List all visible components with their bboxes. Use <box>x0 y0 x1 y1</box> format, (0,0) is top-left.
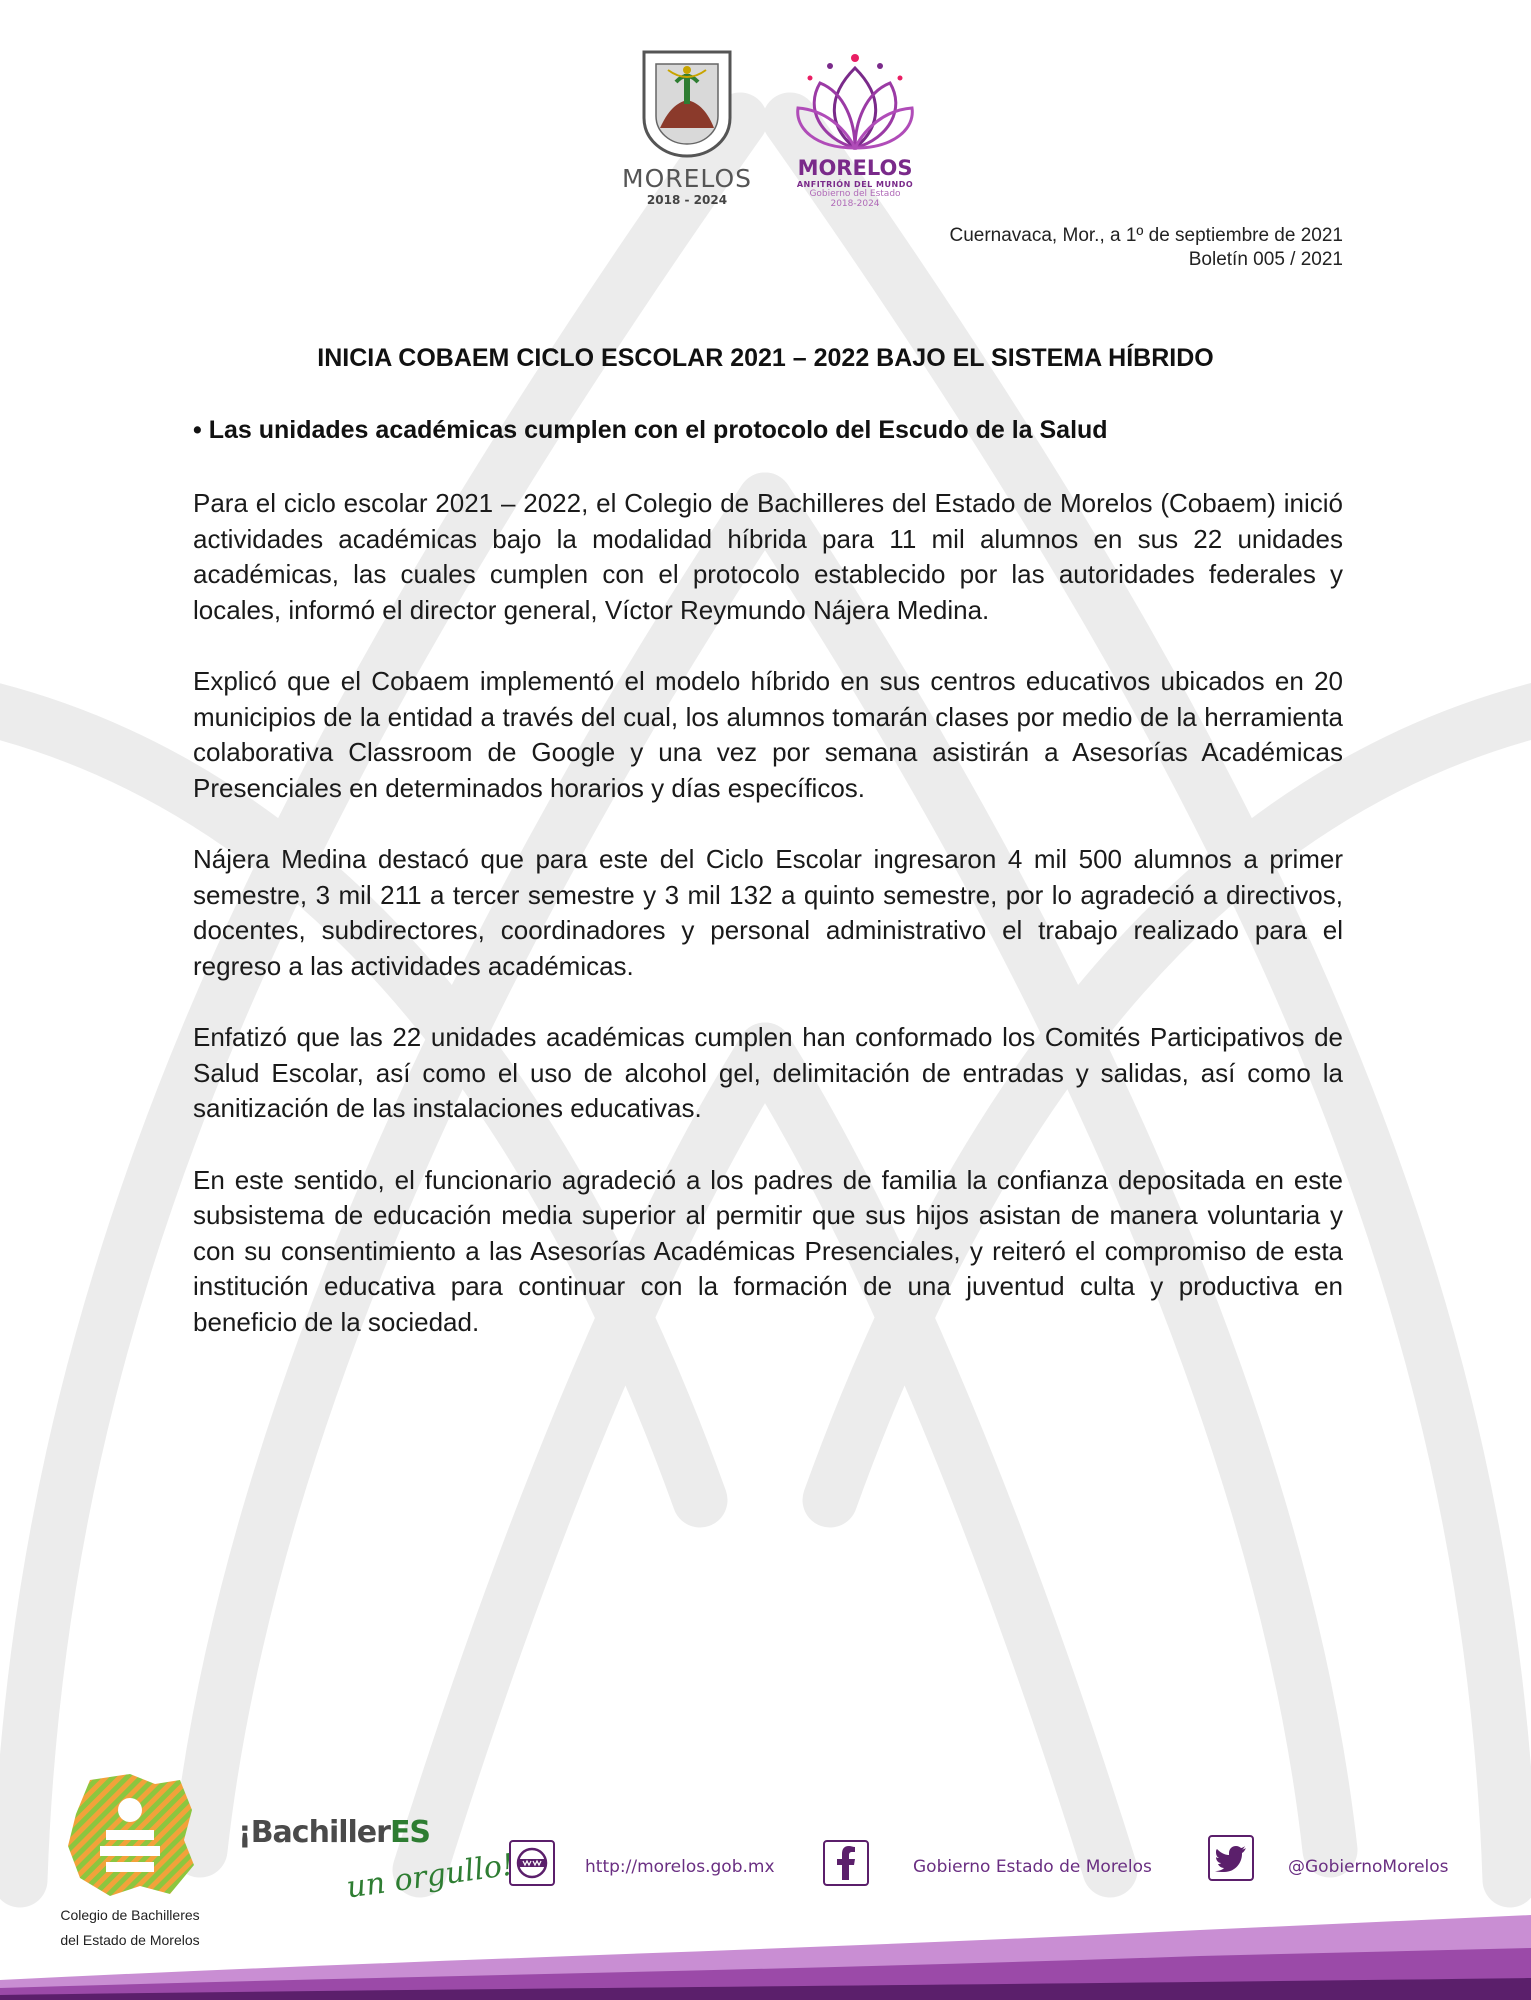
article-body <box>193 486 1343 1376</box>
footer-swoosh <box>0 1900 1531 2000</box>
bachilleres-wordmark <box>238 1815 430 1850</box>
twitter-icon[interactable] <box>1208 1835 1254 1881</box>
cobaem-name-line1: Colegio de Bachilleres <box>60 1907 200 1923</box>
bachilleres-word: Bachiller <box>250 1815 390 1850</box>
facebook-link[interactable]: Gobierno Estado de Morelos <box>913 1857 1152 1877</box>
bachilleres-es: ES <box>389 1815 431 1850</box>
paragraph: Para el ciclo escolar 2021 – 2022, el Colegio de Bachilleres del Estado de Morelos (Cobaem) inició actividades académicas bajo la modalidad híbrida para 11 mil alumnos en sus 22 unidades académicas, las cuales cumplen con el protocolo establecido por las autoridades federales y locales, informó el director general, Víctor Reymundo Nájera Medina. <box>193 488 1343 625</box>
place-date: Cuernavaca, Mor., a 1º de septiembre de 2021 <box>949 225 1343 246</box>
cobaem-name-line2: del Estado de Morelos <box>60 1932 200 1948</box>
state-logo-text: MORELOS <box>622 164 752 193</box>
dateline <box>949 224 1343 272</box>
cobaem-map-icon <box>60 1770 200 1900</box>
paragraph: En este sentido, el funcionario agradeció a los padres de familia la confianza depositada en este subsistema de educación media superior al permitir que sus hijos asistan de manera voluntaria y con su consentimiento a las Asesorías Académicas Presenciales, y reiteró el compromiso de esta institución educativa para continuar con la formación de una juventud culta y productiva en beneficio de la sociedad. <box>193 1164 1343 1337</box>
paragraph: Enfatizó que las 22 unidades académicas cumplen han conformado los Comités Participativos de Salud Escolar, así como el uso de alcohol gel, delimitación de entradas y salidas, así como la sanitización de las instalaciones educativas. <box>193 1022 1343 1123</box>
government-lotus-logo <box>780 48 930 218</box>
gov-logo-tagline: ANFITRIÓN DEL MUNDO <box>796 180 914 189</box>
website-link[interactable]: http://morelos.gob.mx <box>585 1857 775 1877</box>
gov-logo-subtitle: Gobierno del Estado <box>809 189 901 199</box>
gov-logo-years: 2018-2024 <box>830 199 880 209</box>
subheadline-bullet: • Las unidades académicas cumplen con el protocolo del Escudo de la Salud <box>193 416 1108 444</box>
state-shield-logo <box>612 48 762 218</box>
twitter-link[interactable]: @GobiernoMorelos <box>1288 1857 1449 1877</box>
state-shield-icon <box>640 48 734 160</box>
bachilleres-prefix: ¡ <box>238 1815 251 1850</box>
headline: INICIA COBAEM CICLO ESCOLAR 2021 – 2022 BAJO EL SISTEMA HÍBRIDO <box>317 344 1214 372</box>
www-icon[interactable] <box>509 1840 555 1886</box>
facebook-icon[interactable] <box>823 1840 869 1886</box>
bulletin-number: Boletín 005 / 2021 <box>1188 249 1343 270</box>
paragraph: Nájera Medina destacó que para este del Ciclo Escolar ingresaron 4 mil 500 alumnos a primer semestre, 3 mil 211 a tercer semestre y 3 mil 132 a quinto semestre, por lo agradeció a directivos, docentes, subdirectores, coordinadores y personal administrativo el trabajo realizado para el regreso a las actividades académicas. <box>193 844 1343 981</box>
gov-logo-text: MORELOS <box>797 156 913 180</box>
state-logo-years: 2018 - 2024 <box>646 193 728 207</box>
bachilleres-slogan: un orgullo! <box>344 1847 517 1906</box>
lotus-icon <box>790 48 920 158</box>
paragraph: Explicó que el Cobaem implementó el modelo híbrido en sus centros educativos ubicados en 20 municipios de la entidad a través del cual, los alumnos tomarán clases por medio de la herramienta colaborativa Classroom de Google y una vez por semana asistirán a Asesorías Académicas Presenciales en determinados horarios y días específicos. <box>193 666 1343 803</box>
